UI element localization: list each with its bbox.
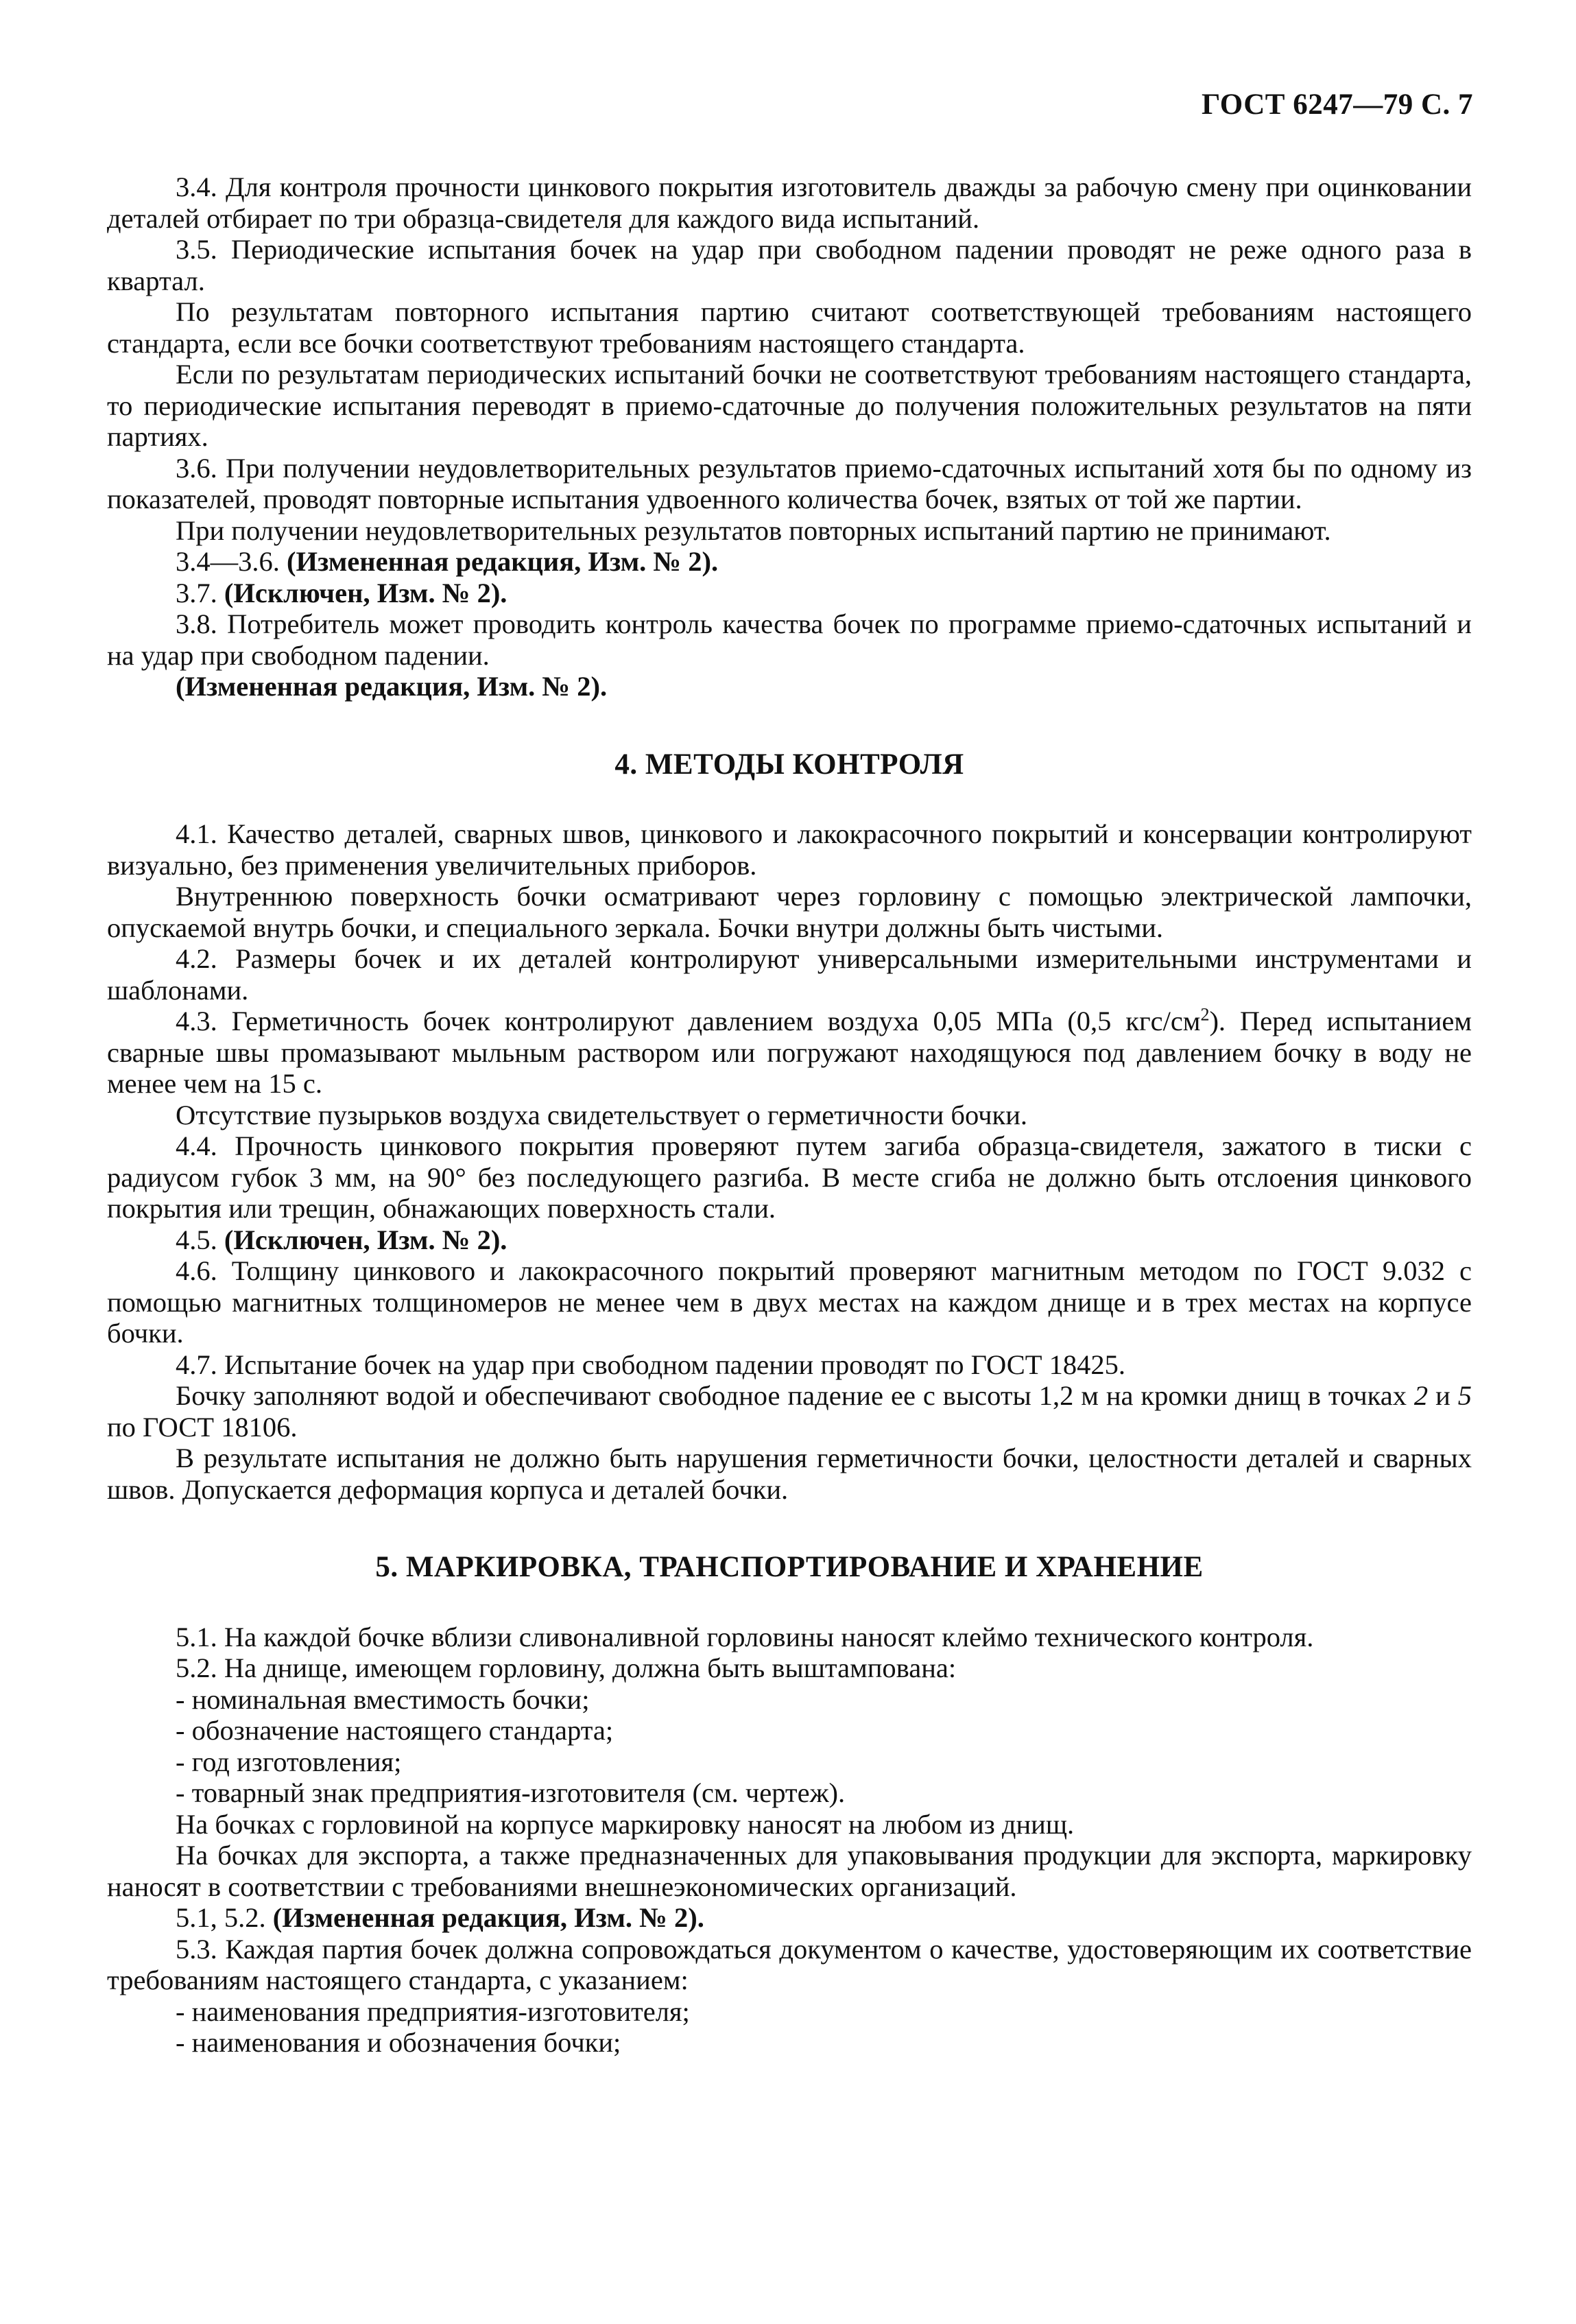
list-item: - товарный знак предприятия-изготовителя (см. чертеж). [176,1777,846,1808]
amendment-text: (Измененная редакция, Изм. № 2). [272,1902,704,1933]
clause-number: 4.5. [176,1224,217,1255]
text-run: Бочку заполняют водой и обеспечивают свободное падение ее с высоты 1,2 м на кромки днищ в точках [176,1380,1414,1411]
document-body [107,171,1472,2059]
paragraph-4-1: 4.1. Качество деталей, сварных швов, цинкового и лакокрасочного покрытий и консервации контролируют визуально, без применения увеличительных приборов. [107,818,1472,881]
paragraph-3-6: 3.6. При получении неудовлетворительных результатов приемо-сдаточных испытаний хотя бы по одному из показателей, проводят повторные испытания удвоенного количества бочек, взятых от той же партии. [107,452,1472,514]
paragraph [107,1380,1472,1443]
clause-number: 3.7. [176,577,217,608]
page-header-code: ГОСТ 6247—79 С. 7 [1201,88,1473,121]
paragraph: Если по результатам периодических испытаний бочки не соответствуют требованиям настоящего стандарта, то периодические испытания переводят в приемо-сдаточные до получения положительных результатов на пяти партиях. [107,359,1472,452]
point-number: 5 [1457,1380,1472,1411]
paragraph-5-1: 5.1. На каждой бочке вблизи сливоналивной горловины наносят клеймо технического контроля. [176,1621,1314,1652]
paragraph: При получении неудовлетворительных результатов повторных испытаний партию не принимают. [176,514,1331,546]
paragraph: В результате испытания не должно быть нарушения герметичности бочки, целостности деталей и сварных швов. Допускается деформация корпуса и деталей бочки. [107,1443,1472,1505]
amendment-text: (Исключен, Изм. № 2). [224,577,508,608]
text-run: и [1428,1380,1458,1411]
text-run: по ГОСТ 18106. [107,1411,298,1443]
amendment-note [107,1902,1472,1934]
paragraph-4-3 [107,1006,1472,1100]
paragraph-5-3: 5.3. Каждая партия бочек должна сопровождаться документом о качестве, удостоверяющим их соответствие требованиям настоящего стандарта, с указанием: [107,1933,1472,1995]
amendment-note [107,546,1472,578]
amendment-text: (Измененная редакция, Изм. № 2). [287,546,719,577]
amendment-text: (Исключен, Изм. № 2). [224,1224,508,1255]
paragraph: На бочках с горловиной на корпусе маркировку наносят на любом из днищ. [176,1808,1075,1840]
paragraph: Отсутствие пузырьков воздуха свидетельствует о герметичности бочки. [176,1099,1028,1130]
paragraph-4-7: 4.7. Испытание бочек на удар при свободном падении проводят по ГОСТ 18425. [176,1349,1125,1380]
list-item: - год изготовления; [176,1746,402,1777]
amendment-note [107,1224,1472,1256]
clause-number: 5.1, 5.2. [176,1902,266,1933]
clause-number: 3.4—3.6. [176,546,280,577]
list-item: - наименования и обозначения бочки; [176,2027,621,2058]
paragraph-4-2: 4.2. Размеры бочек и их деталей контролируют универсальными измерительными инструментами и шаблонами. [107,943,1472,1006]
paragraph-3-5: 3.5. Периодические испытания бочек на удар при свободном падении проводят не реже одного раза в квартал. [107,234,1472,296]
paragraph-3-4: 3.4. Для контроля прочности цинкового покрытия изготовитель дважды за рабочую смену при оцинковании деталей отбирает по три образца-свидетеля для каждого вида испытаний. [107,171,1472,234]
list-item: - обозначение настоящего стандарта; [176,1715,614,1746]
superscript: 2 [1200,1004,1210,1025]
paragraph-5-2: 5.2. На днище, имеющем горловину, должна быть выштампована: [176,1652,957,1683]
amendment-text: (Измененная редакция, Изм. № 2). [176,671,608,702]
amendment-note [107,578,1472,609]
list-item: - номинальная вместимость бочки; [176,1683,590,1715]
list-item: - наименования предприятия-изготовителя; [176,1995,690,2027]
paragraph-4-4: 4.4. Прочность цинкового покрытия проверяют путем загиба образца-свидетеля, зажатого в тиски с радиусом губок 3 мм, на 90° без последующего разгиба. В месте сгиба не должно быть отслоения цинкового покрытия или трещин, обнажающих поверхность стали. [107,1130,1472,1224]
paragraph-3-8: 3.8. Потребитель может проводить контроль качества бочек по программе приемо-сдаточных испытаний и на удар при свободном падении. [107,608,1472,671]
paragraph: Внутреннюю поверхность бочки осматривают через горловину с помощью электрической лампочки, опускаемой внутрь бочки, и специального зеркала. Бочки внутри должны быть чистыми. [107,881,1472,943]
paragraph: На бочках для экспорта, а также предназначенных для упаковывания продукции для экспорта, маркировку наносят в соответствии с требованиями внешнеэкономических организаций. [107,1840,1472,1902]
section-heading-5: 5. МАРКИРОВКА, ТРАНСПОРТИРОВАНИЕ И ХРАНЕНИЕ [375,1551,1204,1583]
amendment-note [107,671,1472,702]
text-run: 4.3. Герметичность бочек контролируют давлением воздуха 0,05 МПа (0,5 кгс/см [176,1006,1201,1036]
text-run: ). Перед испытанием сварные швы промазывают мыльным раствором или погружают находящуюся под давлением бочку в воду не менее чем на 15 с. [107,1006,1472,1099]
point-number: 2 [1413,1380,1429,1411]
section-heading-4: 4. МЕТОДЫ КОНТРОЛЯ [614,748,964,781]
paragraph-4-6: 4.6. Толщину цинкового и лакокрасочного покрытий проверяют магнитным методом по ГОСТ 9.032 с помощью магнитных толщиномеров не менее чем в двух местах на каждом днище и в трех местах на корпусе бочки. [107,1255,1472,1349]
paragraph: По результатам повторного испытания партию считают соответствующей требованиям настоящего стандарта, если все бочки соответствуют требованиям настоящего стандарта. [107,296,1472,359]
